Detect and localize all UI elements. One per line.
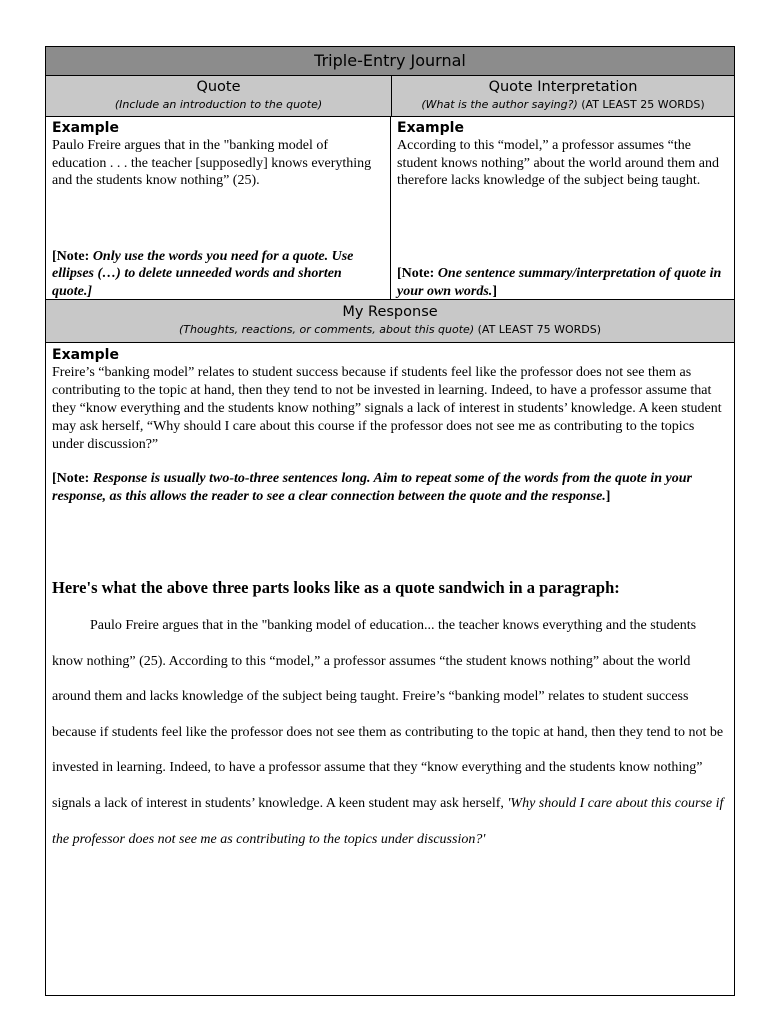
triple-entry-journal-table — [45, 46, 735, 996]
example-row — [46, 117, 734, 300]
quote-example-text: Paulo Freire argues that in the "banking model of education . . . the teacher [supposedly] knows everything and the students know nothing” (25). — [52, 138, 372, 188]
quote-example-label: Example — [52, 120, 119, 136]
response-note: [Note: Response is usually two-to-three sentences long. Aim to repeat some of the words from the quote in your response, as this allows the reader to see a clear connection between the quote and the response.] — [52, 471, 692, 504]
quote-example-cell — [46, 117, 391, 300]
interpretation-column-header — [391, 76, 735, 117]
quote-column-title: Quote — [196, 79, 241, 95]
interpretation-example-label: Example — [397, 120, 464, 136]
quote-column-header — [46, 76, 392, 117]
column-header-row — [46, 76, 734, 117]
quote-note: [Note: Only use the words you need for a quote. Use ellipses (…) to delete unneeded words and shorten quote.] — [52, 248, 354, 299]
quote-sandwich-paragraph: Paulo Freire argues that in the "banking model of education... the teacher knows everything and the students know nothing” (25). According to this “model,” a professor assumes “the student knows nothing” about the world around them and lacks knowledge of the subject being taught. Freire’s “banking model” relates to student success because if students feel like the professor does not see them as contributing to the topic at hand, then they tend to not be invested in learning. Indeed, to have a professor assume that they “know everything and the students know nothing” signals a lack of interest in students’ knowledge. A keen student may ask herself, 'Why should I care about this course if the professor does not see me as contributing to the topics under discussion?' — [52, 618, 724, 847]
response-header — [46, 300, 734, 343]
journal-title: Triple-Entry Journal — [46, 47, 734, 76]
quote-column-subtitle: (Include an introduction to the quote) — [114, 98, 323, 111]
interpretation-note: [Note: One sentence summary/interpretation of quote in your own words.] — [397, 266, 722, 299]
response-example-text: Freire’s “banking model” relates to student success because if students feel like the professor does not see them as contributing to the topic at hand, then they tend to not be invested in learning. Indeed, to have a professor assume that they “know everything and the students know nothing” signals a lack of interest in students’ knowledge. A keen student may ask herself, “Why should I care about this course if the professor does not see me as contributing to the topics under discussion?” — [52, 365, 722, 452]
interpretation-column-title: Quote Interpretation — [488, 79, 638, 95]
quote-sandwich-heading: Here's what the above three parts looks like as a quote sandwich in a paragraph: — [52, 578, 620, 597]
response-example-label: Example — [52, 347, 119, 363]
interpretation-example-cell — [391, 117, 735, 300]
interpretation-column-subtitle: (What is the author saying?) (AT LEAST 25 WORDS) — [421, 98, 705, 111]
response-title: My Response — [342, 304, 438, 320]
interpretation-example-text: According to this “model,” a professor assumes “the student knows nothing” about the world around them and therefore lacks knowledge of the subject being taught. — [397, 138, 719, 188]
response-body — [46, 344, 734, 995]
response-subtitle: (Thoughts, reactions, or comments, about this quote) (AT LEAST 75 WORDS) — [178, 323, 602, 336]
